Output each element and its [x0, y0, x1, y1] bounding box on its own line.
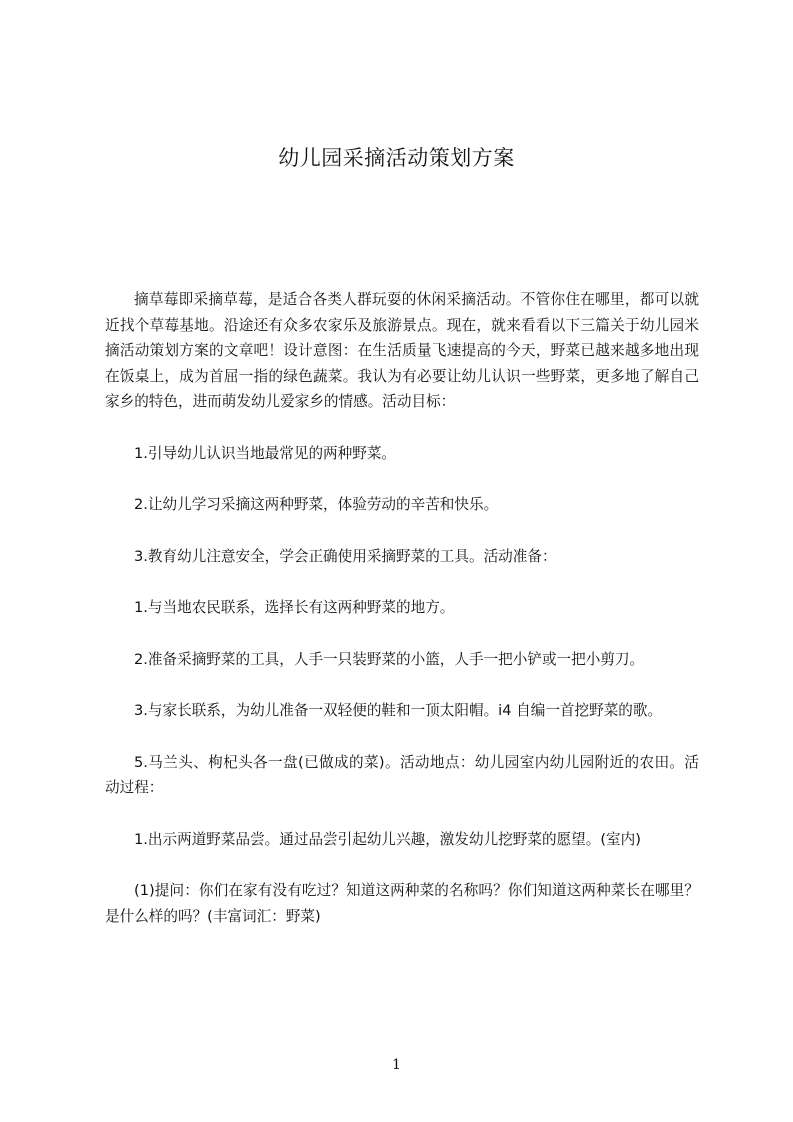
page-number: 1 [392, 1057, 401, 1073]
prep-item-3: 3.与家长联系，为幼儿准备一双轻便的鞋和一顶太阳帽。i4 自编一首挖野菜的歌。 [134, 702, 663, 719]
intro-paragraph: 摘草莓即采摘草莓，是适合各类人群玩耍的休闲采摘活动。不管你住在哪里，都可以就近找个草莓基地。沿途还有众多农家乐及旅游景点。现在，就来看看以下三篇关于幼儿园米摘活动策划方案的文章吧！设计意图：在生活质量飞速提高的今天，野菜已越来越多地出现在饭桌上，成为首屈一指的绿色蔬菜。我认为有必要让幼儿认识一些野菜，更多地了解自己家乡的特色，进而萌发幼儿爱家乡的情感。活动目标： [105, 291, 699, 410]
document-body [105, 287, 699, 929]
process-item-1: 1.出示两道野菜品尝。通过品尝引起幼儿兴趣，激发幼儿挖野菜的愿望。(室内) [134, 830, 641, 848]
goal-item-1: 1.引导幼儿认识当地最常见的两种野菜。 [134, 444, 397, 462]
prep-item-2: 2.准备采摘野菜的工具，人手一只装野菜的小篮，人手一把小铲或一把小剪刀。 [134, 650, 645, 668]
prep-item-5: 5.马兰头、枸杞头各一盘(已做成的菜)。活动地点：幼儿园室内幼儿园附近的农田。活动过程： [105, 753, 699, 796]
document-title: 幼儿园采摘活动策划方案 [278, 146, 515, 170]
goal-item-3: 3.教育幼儿注意安全，学会正确使用采摘野菜的工具。活动准备： [134, 547, 557, 565]
process-subitem-1: (1)提问：你们在家有没有吃过？知道这两种菜的名称吗？你们知道这两种菜长在哪里？是什么样的吗？(丰富词汇：野菜) [105, 882, 699, 925]
goal-item-2: 2.让幼儿学习采摘这两种野菜，体验劳动的辛苦和快乐。 [134, 496, 499, 513]
prep-item-1: 1.与当地农民联系，选择长有这两种野菜的地方。 [134, 599, 455, 616]
